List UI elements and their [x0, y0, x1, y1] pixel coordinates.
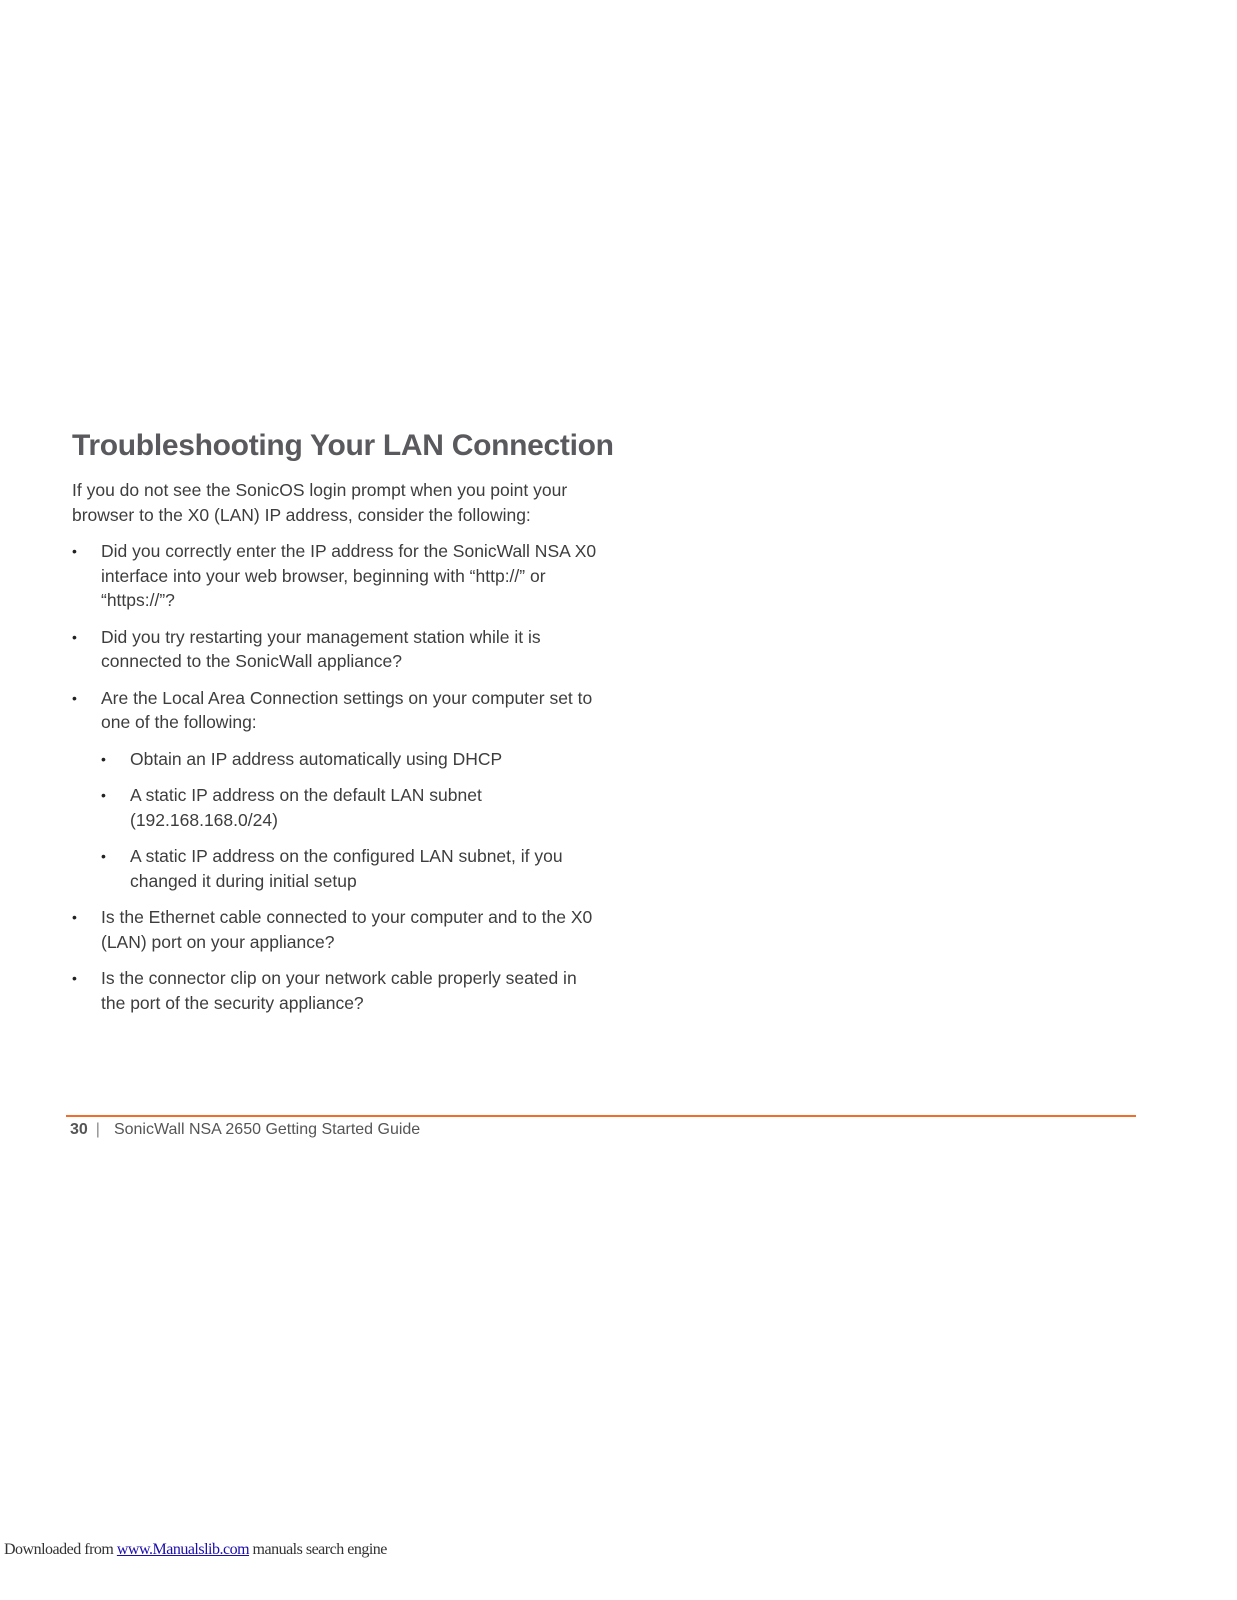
list-item: [72, 625, 602, 674]
list-item-text: Is the connector clip on your network cable properly seated in the port of the security appliance?: [101, 968, 577, 1013]
list-item-text: Did you correctly enter the IP address for the SonicWall NSA X0 interface into your web browser, beginning with “http://” or “https://”?: [101, 541, 597, 610]
sub-list-item: [101, 783, 602, 832]
manualslib-link[interactable]: www.Manualslib.com: [116, 1541, 250, 1558]
list-item: [72, 905, 602, 954]
footer-rule: [66, 1115, 1136, 1117]
page-footer: [70, 1121, 420, 1139]
sub-list-item-text: A static IP address on the configured LAN subnet, if you changed it during initial setup: [130, 846, 563, 891]
download-suffix: manuals search engine: [252, 1541, 387, 1558]
sub-bullet-list: [101, 747, 602, 894]
bullet-icon: •: [101, 848, 106, 864]
document-body: [72, 428, 614, 1015]
bullet-icon: •: [72, 689, 77, 706]
bullet-icon: •: [101, 750, 106, 767]
bullet-icon: •: [72, 628, 77, 645]
sub-list-item: [101, 747, 602, 772]
bullet-list: [72, 539, 602, 1015]
list-item-text: Did you try restarting your management station while it is connected to the SonicWall appliance?: [101, 626, 541, 671]
bullet-icon: •: [72, 543, 77, 559]
sub-list-item-text: Obtain an IP address automatically using DHCP: [130, 748, 503, 769]
bullet-icon: •: [101, 787, 106, 803]
list-item: [72, 966, 602, 1015]
intro-paragraph: If you do not see the SonicOS login prompt when you point your browser to the X0 (LAN) IP address, consider the following:: [72, 480, 568, 525]
section-heading: Troubleshooting Your LAN Connection: [72, 429, 614, 462]
download-prefix: Downloaded from: [4, 1541, 114, 1558]
guide-title: SonicWall NSA 2650 Getting Started Guide: [113, 1121, 421, 1138]
page-number: 30: [70, 1121, 88, 1138]
download-banner: [4, 1541, 387, 1559]
sub-list-item-text: A static IP address on the default LAN subnet (192.168.168.0/24): [130, 785, 482, 830]
list-item: [72, 686, 602, 894]
bullet-icon: •: [72, 970, 77, 986]
bullet-icon: •: [72, 909, 77, 925]
list-item-text: Is the Ethernet cable connected to your computer and to the X0 (LAN) port on your appliance?: [101, 907, 593, 952]
list-item-text: Are the Local Area Connection settings on your computer set to one of the following:: [101, 687, 593, 732]
list-item: [72, 539, 602, 613]
sub-list-item: [101, 844, 602, 893]
footer-separator: |: [95, 1121, 100, 1138]
